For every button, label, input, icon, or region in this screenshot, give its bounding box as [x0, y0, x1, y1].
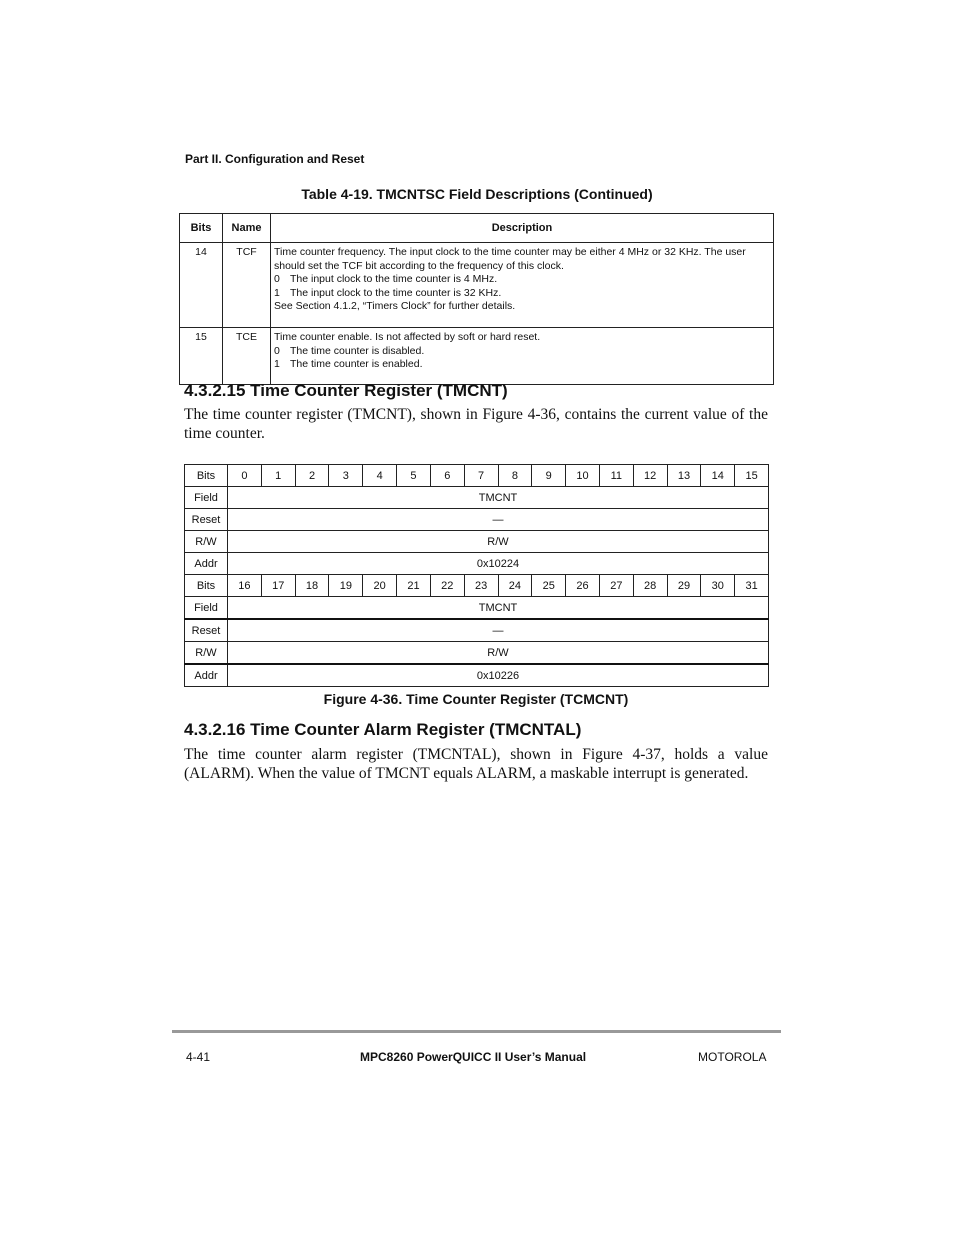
- figure-caption: Figure 4-36. Time Counter Register (TCMCNT): [323, 691, 629, 707]
- header-description: Description: [271, 214, 774, 243]
- register-bit-number: 3: [329, 465, 363, 487]
- page-number: 4-41: [186, 1050, 211, 1064]
- register-bit-number: 11: [599, 465, 633, 487]
- register-reset-value: —: [228, 509, 769, 531]
- register-row-label: Bits: [185, 575, 228, 597]
- register-bit-number: 23: [464, 575, 498, 597]
- cell-bits: 15: [180, 328, 223, 385]
- register-addr-value: 0x10224: [228, 553, 769, 575]
- register-bit-number: 18: [295, 575, 329, 597]
- section-paragraph: The time counter alarm register (TMCNTAL), shown in Figure 4-37, holds a value (ALARM). When the value of TMCNT equals ALARM, a maskable interrupt is generated.: [184, 746, 768, 782]
- register-bit-number: 7: [464, 465, 498, 487]
- register-row-label: Reset: [185, 619, 228, 642]
- register-bit-number: 5: [397, 465, 431, 487]
- register-bit-number: 31: [735, 575, 769, 597]
- register-bit-number: 26: [566, 575, 600, 597]
- register-bit-number: 25: [532, 575, 566, 597]
- register-row-label: R/W: [185, 642, 228, 665]
- register-bit-number: 28: [633, 575, 667, 597]
- register-bit-number: 12: [633, 465, 667, 487]
- register-reset-row: [185, 619, 769, 642]
- header-bits: Bits: [180, 214, 223, 243]
- register-bit-number: 2: [295, 465, 329, 487]
- register-field-row: [185, 597, 769, 620]
- table-caption: Table 4-19. TMCNTSC Field Descriptions (Continued): [301, 186, 653, 202]
- register-addr-row: [185, 553, 769, 575]
- register-bit-number: 30: [701, 575, 735, 597]
- register-bit-number: 21: [397, 575, 431, 597]
- desc-text: Time counter frequency. The input clock to the time counter may be either 4 MHz or 32 KHz. The user should set the TCF bit according to the frequency of this clock.: [274, 246, 746, 272]
- register-row-label: Addr: [185, 553, 228, 575]
- register-field-value: TMCNT: [228, 597, 769, 620]
- header-name: Name: [223, 214, 271, 243]
- register-bit-number: 29: [667, 575, 701, 597]
- manual-title: MPC8260 PowerQUICC II User’s Manual: [360, 1050, 587, 1064]
- register-row-label: Field: [185, 487, 228, 509]
- running-head: Part II. Configuration and Reset: [185, 152, 365, 166]
- cell-description: [271, 243, 774, 328]
- register-bit-number: 9: [532, 465, 566, 487]
- field-description-table: [179, 213, 774, 385]
- register-bit-number: 24: [498, 575, 532, 597]
- register-row-label: Addr: [185, 664, 228, 687]
- register-bit-number: 19: [329, 575, 363, 597]
- desc-option: 0 The time counter is disabled.: [274, 344, 425, 357]
- register-addr-value: 0x10226: [228, 664, 769, 687]
- cell-bits: 14: [180, 243, 223, 328]
- register-bit-number: 1: [261, 465, 295, 487]
- publisher: MOTOROLA: [698, 1050, 767, 1064]
- desc-see-also: See Section 4.1.2, “Timers Clock” for further details.: [274, 300, 516, 313]
- desc-text: Time counter enable. Is not affected by soft or hard reset.: [274, 331, 541, 343]
- register-reset-value: —: [228, 619, 769, 642]
- register-bit-number: 17: [261, 575, 295, 597]
- register-bit-number: 0: [228, 465, 262, 487]
- register-row-label: R/W: [185, 531, 228, 553]
- register-row-label: Field: [185, 597, 228, 620]
- register-bits-row: [185, 465, 769, 487]
- footer-rule: [172, 1030, 781, 1033]
- desc-option: 1 The input clock to the time counter is 32 KHz.: [274, 286, 502, 299]
- register-bit-number: 20: [363, 575, 397, 597]
- desc-option: 0 The input clock to the time counter is 4 MHz.: [274, 273, 498, 286]
- table-header-row: [180, 214, 774, 243]
- register-row-label: Reset: [185, 509, 228, 531]
- register-rw-row: [185, 642, 769, 665]
- register-bit-number: 15: [735, 465, 769, 487]
- register-row-label: Bits: [185, 465, 228, 487]
- register-bit-number: 27: [599, 575, 633, 597]
- desc-option: 1 The time counter is enabled.: [274, 358, 423, 371]
- section-heading: 4.3.2.15 Time Counter Register (TMCNT): [184, 381, 508, 400]
- register-bit-number: 4: [363, 465, 397, 487]
- register-bit-number: 10: [566, 465, 600, 487]
- cell-name: TCE: [223, 328, 271, 385]
- register-rw-row: [185, 531, 769, 553]
- register-bits-row: [185, 575, 769, 597]
- register-rw-value: R/W: [228, 642, 769, 665]
- register-field-row: [185, 487, 769, 509]
- register-field-value: TMCNT: [228, 487, 769, 509]
- cell-description: [271, 328, 774, 385]
- register-bit-number: 16: [228, 575, 262, 597]
- register-reset-row: [185, 509, 769, 531]
- table-row: [180, 328, 774, 385]
- register-bit-number: 13: [667, 465, 701, 487]
- register-addr-row: [185, 664, 769, 687]
- register-bit-number: 14: [701, 465, 735, 487]
- register-diagram: [184, 464, 769, 687]
- section-heading: 4.3.2.16 Time Counter Alarm Register (TMCNTAL): [184, 720, 582, 739]
- section-paragraph: The time counter register (TMCNT), shown in Figure 4-36, contains the current value of the time counter.: [184, 406, 768, 442]
- register-bit-number: 22: [430, 575, 464, 597]
- table-row: [180, 243, 774, 328]
- register-bit-number: 6: [430, 465, 464, 487]
- register-bit-number: 8: [498, 465, 532, 487]
- register-rw-value: R/W: [228, 531, 769, 553]
- cell-name: TCF: [223, 243, 271, 328]
